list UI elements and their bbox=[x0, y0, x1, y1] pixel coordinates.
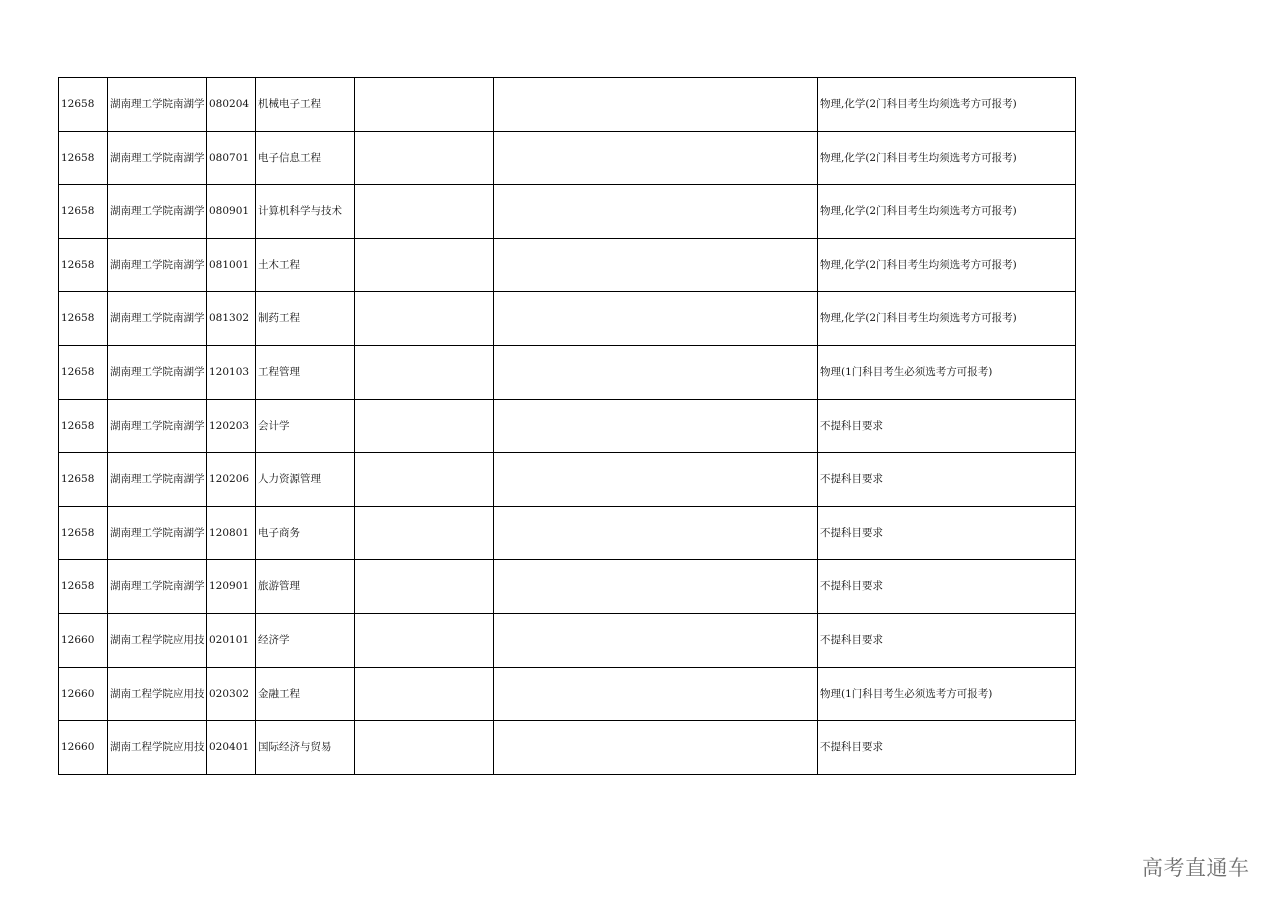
empty-cell-f bbox=[494, 613, 818, 667]
subject-requirement-cell: 不提科目要求 bbox=[818, 399, 1076, 453]
school-name-cell: 湖南理工学院南湖学 bbox=[108, 131, 207, 185]
empty-cell-f bbox=[494, 78, 818, 132]
major-name-cell: 金融工程 bbox=[256, 667, 355, 721]
major-code-cell: 120103 bbox=[207, 345, 256, 399]
major-code-cell: 020101 bbox=[207, 613, 256, 667]
major-code-cell: 080901 bbox=[207, 185, 256, 239]
school-name-cell: 湖南工程学院应用技 bbox=[108, 667, 207, 721]
major-name-cell: 电子商务 bbox=[256, 506, 355, 560]
major-name-cell: 国际经济与贸易 bbox=[256, 721, 355, 775]
table-row bbox=[59, 399, 1076, 453]
school-code-cell: 12658 bbox=[59, 399, 108, 453]
empty-cell-e bbox=[355, 506, 494, 560]
school-code-cell: 12658 bbox=[59, 131, 108, 185]
major-name-cell: 会计学 bbox=[256, 399, 355, 453]
table-row bbox=[59, 238, 1076, 292]
major-code-cell: 080701 bbox=[207, 131, 256, 185]
table-row bbox=[59, 453, 1076, 507]
table-row bbox=[59, 185, 1076, 239]
table-row bbox=[59, 506, 1076, 560]
major-name-cell: 工程管理 bbox=[256, 345, 355, 399]
school-code-cell: 12658 bbox=[59, 78, 108, 132]
table-row bbox=[59, 292, 1076, 346]
empty-cell-f bbox=[494, 399, 818, 453]
empty-cell-f bbox=[494, 185, 818, 239]
table-row bbox=[59, 613, 1076, 667]
school-name-cell: 湖南理工学院南湖学 bbox=[108, 399, 207, 453]
school-code-cell: 12660 bbox=[59, 667, 108, 721]
empty-cell-e bbox=[355, 667, 494, 721]
table-row bbox=[59, 131, 1076, 185]
empty-cell-e bbox=[355, 721, 494, 775]
empty-cell-f bbox=[494, 292, 818, 346]
empty-cell-e bbox=[355, 78, 494, 132]
subject-requirement-cell: 不提科目要求 bbox=[818, 453, 1076, 507]
major-code-cell: 120206 bbox=[207, 453, 256, 507]
subject-requirement-cell: 不提科目要求 bbox=[818, 613, 1076, 667]
major-name-cell: 土木工程 bbox=[256, 238, 355, 292]
school-name-cell: 湖南理工学院南湖学 bbox=[108, 345, 207, 399]
subject-requirement-cell: 物理,化学(2门科目考生均须选考方可报考) bbox=[818, 292, 1076, 346]
empty-cell-f bbox=[494, 560, 818, 614]
subject-requirement-cell: 物理,化学(2门科目考生均须选考方可报考) bbox=[818, 131, 1076, 185]
major-code-cell: 080204 bbox=[207, 78, 256, 132]
major-name-cell: 机械电子工程 bbox=[256, 78, 355, 132]
subject-requirement-cell: 物理(1门科目考生必须选考方可报考) bbox=[818, 345, 1076, 399]
table-row bbox=[59, 721, 1076, 775]
school-code-cell: 12658 bbox=[59, 453, 108, 507]
subject-requirement-cell: 物理,化学(2门科目考生均须选考方可报考) bbox=[818, 78, 1076, 132]
table-row bbox=[59, 667, 1076, 721]
subject-requirement-cell: 不提科目要求 bbox=[818, 560, 1076, 614]
school-code-cell: 12658 bbox=[59, 292, 108, 346]
major-code-cell: 020302 bbox=[207, 667, 256, 721]
school-name-cell: 湖南理工学院南湖学 bbox=[108, 506, 207, 560]
major-code-cell: 120203 bbox=[207, 399, 256, 453]
major-code-cell: 020401 bbox=[207, 721, 256, 775]
subject-requirement-cell: 物理(1门科目考生必须选考方可报考) bbox=[818, 667, 1076, 721]
watermark-text: 高考直通车 bbox=[1142, 856, 1250, 880]
major-code-cell: 120901 bbox=[207, 560, 256, 614]
school-code-cell: 12658 bbox=[59, 185, 108, 239]
major-name-cell: 制药工程 bbox=[256, 292, 355, 346]
school-name-cell: 湖南工程学院应用技 bbox=[108, 613, 207, 667]
subject-requirement-cell: 不提科目要求 bbox=[818, 506, 1076, 560]
school-name-cell: 湖南理工学院南湖学 bbox=[108, 185, 207, 239]
table-body bbox=[59, 78, 1076, 775]
school-code-cell: 12660 bbox=[59, 613, 108, 667]
empty-cell-e bbox=[355, 131, 494, 185]
empty-cell-e bbox=[355, 453, 494, 507]
school-code-cell: 12658 bbox=[59, 506, 108, 560]
table-row bbox=[59, 560, 1076, 614]
major-name-cell: 人力资源管理 bbox=[256, 453, 355, 507]
major-name-cell: 计算机科学与技术 bbox=[256, 185, 355, 239]
empty-cell-f bbox=[494, 506, 818, 560]
subject-requirements-table bbox=[58, 77, 1076, 775]
major-name-cell: 电子信息工程 bbox=[256, 131, 355, 185]
empty-cell-e bbox=[355, 292, 494, 346]
empty-cell-f bbox=[494, 721, 818, 775]
empty-cell-f bbox=[494, 238, 818, 292]
subject-requirement-cell: 不提科目要求 bbox=[820, 741, 883, 754]
major-code-cell: 081302 bbox=[207, 292, 256, 346]
empty-cell-e bbox=[355, 613, 494, 667]
major-name-cell: 旅游管理 bbox=[256, 560, 355, 614]
school-name-cell: 湖南理工学院南湖学 bbox=[108, 238, 207, 292]
empty-cell-e bbox=[355, 238, 494, 292]
major-code-cell: 081001 bbox=[207, 238, 256, 292]
school-name-cell: 湖南理工学院南湖学 bbox=[108, 453, 207, 507]
school-name-cell: 湖南理工学院南湖学 bbox=[108, 78, 207, 132]
table-row bbox=[59, 345, 1076, 399]
subject-requirement-cell: 物理,化学(2门科目考生均须选考方可报考) bbox=[818, 238, 1076, 292]
school-code-cell: 12660 bbox=[59, 721, 108, 775]
major-code-cell: 120801 bbox=[207, 506, 256, 560]
school-code-cell: 12658 bbox=[59, 345, 108, 399]
school-code-cell: 12658 bbox=[59, 560, 108, 614]
empty-cell-f bbox=[494, 345, 818, 399]
empty-cell-e bbox=[355, 560, 494, 614]
empty-cell-f bbox=[494, 453, 818, 507]
empty-cell-f bbox=[494, 667, 818, 721]
school-name-cell: 湖南理工学院南湖学 bbox=[108, 292, 207, 346]
empty-cell-e bbox=[355, 345, 494, 399]
empty-cell-e bbox=[355, 185, 494, 239]
table-row bbox=[59, 78, 1076, 132]
empty-cell-f bbox=[494, 131, 818, 185]
school-code-cell: 12658 bbox=[59, 238, 108, 292]
major-name-cell: 经济学 bbox=[256, 613, 355, 667]
school-name-cell: 湖南工程学院应用技 bbox=[108, 721, 207, 775]
subject-requirement-cell: 物理,化学(2门科目考生均须选考方可报考) bbox=[818, 185, 1076, 239]
empty-cell-e bbox=[355, 399, 494, 453]
school-name-cell: 湖南理工学院南湖学 bbox=[108, 560, 207, 614]
